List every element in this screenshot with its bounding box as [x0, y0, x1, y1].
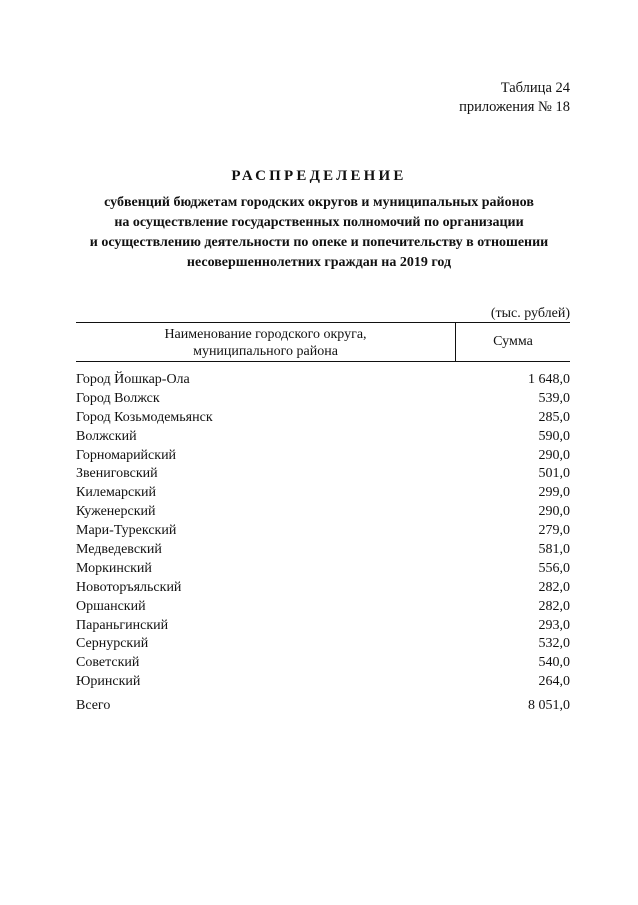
table-body [76, 371, 570, 692]
total-value: 8 051,0 [528, 698, 570, 713]
total-label: Всего [76, 698, 111, 713]
row-name: Сернурский [76, 636, 149, 652]
row-value: 293,0 [538, 617, 570, 633]
table-row [76, 598, 570, 617]
row-name: Город Волжск [76, 390, 160, 406]
table-row [76, 503, 570, 522]
row-value: 290,0 [538, 504, 570, 520]
subtitle-line: субвенций бюджетам городских округов и муниципальных районов [104, 195, 534, 210]
row-name: Медведевский [76, 542, 162, 558]
row-name: Юринский [76, 674, 141, 690]
document-subtitle [60, 193, 578, 273]
row-name: Моркинский [76, 560, 152, 576]
table-total-row [76, 696, 570, 715]
table-row [76, 541, 570, 560]
appendix-number: приложения № 18 [459, 99, 570, 115]
table-row [76, 390, 570, 409]
row-value: 264,0 [538, 674, 570, 690]
column-header-name-line: муниципального района [193, 344, 338, 359]
row-name: Звениговский [76, 466, 158, 482]
row-name: Параньгинский [76, 617, 169, 633]
row-value: 581,0 [538, 542, 570, 558]
row-value: 290,0 [538, 447, 570, 463]
row-name: Мари-Турекский [76, 523, 177, 539]
table-row [76, 673, 570, 692]
row-value: 556,0 [538, 560, 570, 576]
row-value: 539,0 [538, 390, 570, 406]
row-name: Килемарский [76, 485, 157, 501]
row-name: Куженерский [76, 504, 156, 520]
row-value: 285,0 [538, 409, 570, 425]
row-name: Оршанский [76, 598, 146, 614]
column-header-name-line: Наименование городского округа, [164, 327, 367, 342]
table-row [76, 447, 570, 466]
table-row [76, 617, 570, 636]
row-name: Город Козьмодемьянск [76, 409, 213, 425]
subtitle-line: несовершеннолетних граждан на 2019 год [186, 255, 452, 270]
table-row [76, 635, 570, 654]
units-label: (тыс. рублей) [490, 306, 570, 321]
table-row [76, 560, 570, 579]
row-value: 540,0 [538, 655, 570, 671]
row-value: 1 648,0 [528, 372, 570, 387]
table-row [76, 579, 570, 598]
row-value: 279,0 [538, 523, 570, 539]
row-value: 282,0 [538, 598, 570, 614]
row-name: Город Йошкар-Ола [76, 372, 190, 387]
row-value: 299,0 [538, 485, 570, 501]
table-row [76, 371, 570, 390]
row-name: Волжский [76, 428, 137, 444]
table-row [76, 409, 570, 428]
table-row [76, 484, 570, 503]
table-row [76, 654, 570, 673]
row-value: 282,0 [538, 579, 570, 595]
row-value: 532,0 [538, 636, 570, 652]
row-name: Горномарийский [76, 447, 177, 463]
column-header-name [76, 323, 456, 361]
table-row [76, 428, 570, 447]
row-name: Новоторъяльский [76, 579, 182, 595]
table-reference [459, 79, 570, 117]
subtitle-line: на осуществление государственных полномочий по организации [114, 215, 524, 230]
row-value: 501,0 [538, 466, 570, 482]
column-header-sum: Сумма [493, 334, 533, 349]
table-row [76, 522, 570, 541]
table-row [76, 465, 570, 484]
document-heading: РАСПРЕДЕЛЕНИЕ [231, 168, 407, 184]
row-name: Советский [76, 655, 140, 671]
table-header [76, 322, 570, 362]
table-number: Таблица 24 [500, 80, 570, 96]
subtitle-line: и осуществлению деятельности по опеке и попечительству в отношении [89, 235, 549, 250]
row-value: 590,0 [538, 428, 570, 444]
